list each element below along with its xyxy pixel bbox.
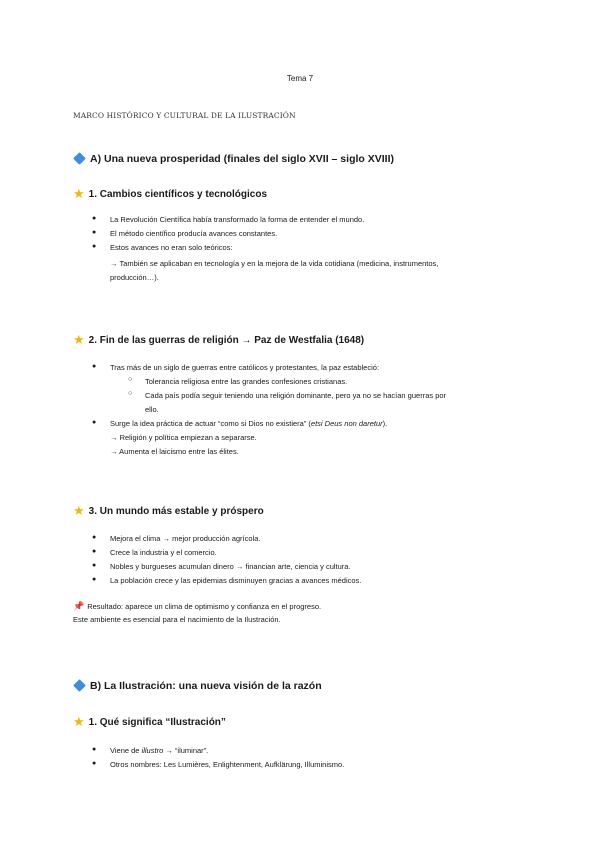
- sub1-heading: [73, 186, 267, 202]
- sub1-title: 1. Cambios científicos y tecnológicos: [88, 189, 268, 200]
- list-item: Surge la idea práctica de actuar “como si Dios no existiera” (etsi Deus non daretur).: [110, 419, 388, 428]
- list-item-continuation: producción…).: [110, 273, 159, 282]
- result-line: 📌 Resultado: aparece un clima de optimismo y confianza en el progreso.: [73, 601, 322, 611]
- list-item: El método científico producía avances constantes.: [110, 229, 278, 238]
- blue-diamond-icon: [73, 679, 86, 692]
- bullet-icon: ●: [92, 562, 97, 569]
- list-item: Otros nombres: Les Lumières, Enlightenment, Aufklärung, Illuminismo.: [110, 760, 345, 769]
- bullet-icon: ●: [92, 215, 97, 222]
- page-header: Tema 7: [286, 74, 314, 83]
- section-b-sub1-heading: [73, 714, 226, 730]
- star-icon: ★: [73, 332, 85, 347]
- latin-word: illustro: [141, 746, 164, 755]
- sub3-heading: [73, 503, 264, 519]
- result-label: Resultado:: [87, 602, 124, 611]
- list-item: Crece la industria y el comercio.: [110, 548, 217, 557]
- bullet-icon: ●: [92, 760, 97, 767]
- bullet-icon: ●: [92, 363, 97, 370]
- latin-phrase: etsi Deus non daretur: [310, 419, 383, 428]
- list-item: Viene de illustro → “iluminar”.: [110, 746, 209, 755]
- bullet-icon: ●: [92, 419, 97, 426]
- sub2-heading: [73, 332, 364, 348]
- section-b-title: B) La Ilustración: una nueva visión de la razón: [90, 680, 322, 692]
- list-item: La Revolución Científica había transformado la forma de entender el mundo.: [110, 215, 365, 224]
- list-item: Estos avances no eran solo teóricos:: [110, 243, 233, 252]
- list-item: La población crece y las epidemias disminuyen gracias a avances médicos.: [110, 576, 362, 585]
- section-a-heading: [73, 153, 394, 165]
- result-line-2: Este ambiente es esencial para el nacimiento de la Ilustración.: [73, 615, 281, 624]
- sub-list-item-continuation: ello.: [145, 405, 159, 414]
- arrow-line: → Religión y política empiezan a separarse.: [110, 433, 257, 442]
- list-item: Tras más de un siglo de guerras entre católicos y protestantes, la paz estableció:: [110, 363, 380, 372]
- bullet-icon: ●: [92, 548, 97, 555]
- arrow-line: → Aumenta el laicismo entre las élites.: [110, 447, 239, 456]
- bullet-icon: ●: [92, 746, 97, 753]
- star-icon: ★: [73, 186, 85, 201]
- sub-list-item: Cada país podía seguir teniendo una religión dominante, pero ya no se hacían guerras por: [145, 391, 447, 400]
- star-icon: ★: [73, 503, 85, 518]
- list-item-continuation: → También se aplicaban en tecnología y en la mejora de la vida cotidiana (medicina, instrumentos,: [110, 259, 439, 268]
- sub3-title: 3. Un mundo más estable y próspero: [88, 506, 264, 517]
- star-icon: ★: [73, 714, 85, 729]
- bullet-icon: ●: [92, 534, 97, 541]
- list-item: Nobles y burgueses acumulan dinero → financian arte, ciencia y cultura.: [110, 562, 351, 571]
- document-subtitle: MARCO HISTÓRICO Y CULTURAL DE LA ILUSTRACIÓN: [73, 111, 296, 120]
- circle-bullet-icon: ○: [128, 376, 133, 383]
- section-b-heading: [73, 680, 322, 692]
- bullet-icon: ●: [92, 243, 97, 250]
- pushpin-icon: 📌: [73, 601, 85, 611]
- blue-diamond-icon: [73, 152, 86, 165]
- bullet-icon: ●: [92, 229, 97, 236]
- circle-bullet-icon: ○: [128, 390, 133, 397]
- sub2-title: 2. Fin de las guerras de religión → Paz de Westfalia (1648): [88, 335, 365, 346]
- sub-list-item: Tolerancia religiosa entre las grandes confesiones cristianas.: [145, 377, 348, 386]
- list-item: Mejora el clima → mejor producción agrícola.: [110, 534, 261, 543]
- section-a-title: A) Una nueva prosperidad (finales del siglo XVII – siglo XVIII): [90, 153, 394, 165]
- section-b-sub1-title: 1. Qué significa “Ilustración”: [88, 717, 226, 728]
- bullet-icon: ●: [92, 576, 97, 583]
